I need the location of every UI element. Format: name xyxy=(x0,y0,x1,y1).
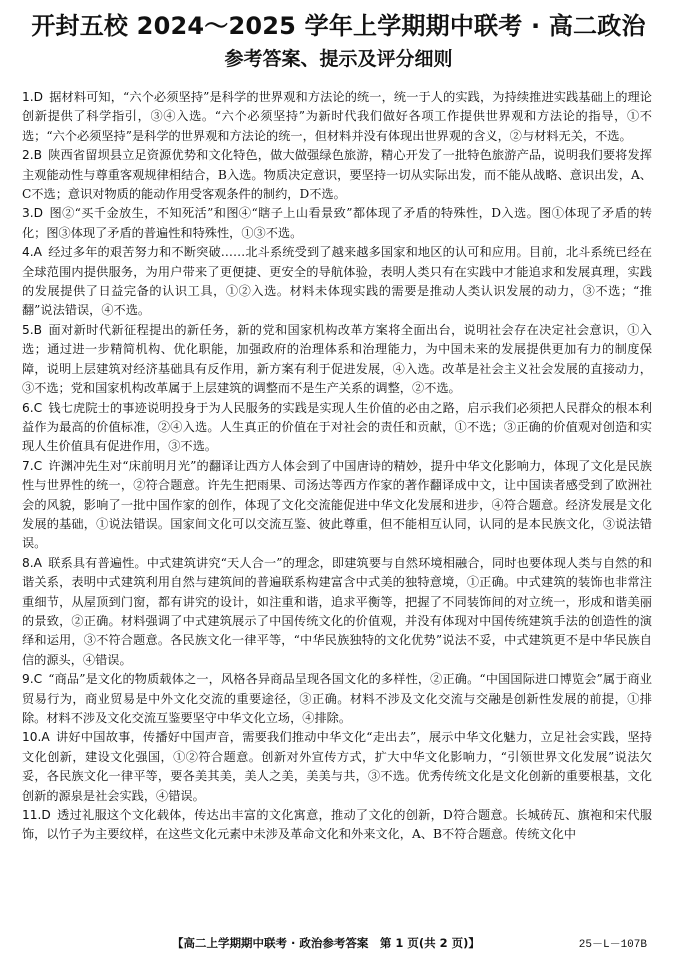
answer-number: 4. xyxy=(22,245,34,260)
answer-number: 2. xyxy=(22,148,34,163)
footer-page-info: 【高二上学期期中联考 · 政治参考答案 第 1 页(共 2 页)】 xyxy=(172,936,480,950)
answer-explanation: 钱七虎院士的事迹说明投身于为人民服务的实践是实现人生价值的必由之路，启示我们必须把人民群众的根本利益作为最高的价值标准，②④入选。人生真正的价值在于对社会的责任和贡献，①不选；③正确的价值观对创造和实现人生价值具有促进作用，③不选。 xyxy=(22,400,652,454)
answer-explanation: “商品”是文化的物质载体之一，风格各异商品呈现各国文化的多样性，②正确。“中国国际进口博览会”属于商业贸易行为，商业贸易是中外文化交流的重要途径，③正确。材料不涉及文化交流与交融是创新性发展的前提，①排除。材料不涉及文化交流互鉴要坚守中华文化立场，④排除。 xyxy=(22,672,652,725)
answer-item xyxy=(22,670,652,728)
answer-key: B xyxy=(33,148,43,163)
answer-explanation: 透过礼服这个文化载体，传达出丰富的文化寓意，推动了文化的创新，D符合题意。长城砖瓦、旗袍和宋代服饰，以竹子为主要纹样，在这些文化元素中未涉及革命文化和外来文化，A、B不符合题意。传统文化中 xyxy=(22,808,652,842)
footer-doc-code: 25－L－107B xyxy=(578,939,647,951)
answer-explanation: 经过多年的艰苦努力和不断突破……北斗系统受到了越来越多国家和地区的认可和应用。目前，北斗系统已经在全球范围内提供服务，为用户带来了更便捷、更安全的导航体验，表明人类只有在实践中才能追求和发展真理，实践的发展提供了日益完备的认识工具，①②入选。材料未体现实践的需要是推动人类认识发展的动力，③不选；“推翻”说法错误，④不选。 xyxy=(22,245,652,318)
answer-explanation: 据材料可知，“六个必须坚持”是科学的世界观和方法论的统一，统一于人的实践，为持续推进实践基础上的理论创新提供了科学指引，③④入选。“六个必须坚持”为新时代我们做好各项工作提供世界观和方法论的指导，①不选；“六个必须坚持”是科学的世界观和方法论的统一，但材料并没有体现出世界观的含义，②与材料无关，不选。 xyxy=(22,90,652,143)
answer-number: 7. xyxy=(22,458,34,473)
answer-key: A xyxy=(41,730,50,745)
answer-key: A xyxy=(33,555,42,570)
answer-key: A xyxy=(33,245,42,260)
answer-item xyxy=(22,554,652,670)
answer-number: 3. xyxy=(22,206,34,221)
answer-number: 6. xyxy=(22,400,34,415)
answer-explanation: 陕西省留坝县立足资源优势和文化特色，做大做强绿色旅游，精心开发了一批特色旅游产品，说明我们要将发挥主观能动性与尊重客观规律相结合，B入选。物质决定意识，要坚持一切从实际出发，而不能从战略、意识出发，A、C不选；意识对物质的能动作用受客观条件的制约，D不选。 xyxy=(22,148,652,202)
answer-key: B xyxy=(33,322,43,337)
answer-number: 9. xyxy=(22,672,34,687)
answer-number: 11. xyxy=(22,808,42,823)
answer-list xyxy=(22,88,652,845)
answer-item xyxy=(22,728,652,806)
page-subtitle: 参考答案、提示及评分细则 xyxy=(224,48,453,70)
answer-key: C xyxy=(33,400,43,415)
answer-item xyxy=(22,399,652,457)
answer-item xyxy=(22,321,652,399)
answer-item xyxy=(22,146,652,204)
answer-item xyxy=(22,204,652,243)
answer-number: 1. xyxy=(22,90,34,104)
answer-explanation: 图②“买千金放生，不知死活”和图④“瞎子上山看景致”都体现了矛盾的特殊性，D入选。图①体现了矛盾的转化；图③体现了矛盾的普遍性和特殊性，①③不选。 xyxy=(22,206,652,240)
answer-key: C xyxy=(33,672,43,687)
page-title: 开封五校 2024～2025 学年上学期期中联考 · 高二政治 xyxy=(31,12,646,40)
answer-explanation: 联系具有普遍性。中式建筑讲究“天人合一”的理念，即建筑要与自然环境相融合，同时也要体现人类与自然的和谐关系，表明中式建筑利用自然与建筑间的普遍联系构建富含中式美的独特意境，①正确。中式建筑的装饰也非常注重细节，从屋顶到门窗，都有讲究的设计，如注重和谐，追求平衡等，把握了不同装饰间的对立统一，形成和谐美丽的景致，②正确。材料强调了中式建筑展示了中国传统文化的价值观，并没有体现对中国传统建筑手法的创造性的演绎和运用，③不符合题意。各民族文化一律平等，“中华民族独特的文化优势”说法不妥，中式建筑更不是中华民族自信的源头，④错误。 xyxy=(22,555,652,667)
answer-item xyxy=(22,457,652,554)
answer-key: D xyxy=(33,90,44,104)
answer-explanation: 讲好中国故事，传播好中国声音，需要我们推动中华文化“走出去”，展示中华文化魅力，立足社会实践，坚持文化创新，建设文化强国，①②符合题意。创新对外宣传方式，扩大中华文化影响力，“引领世界文化发展”说法欠妥，各民族文化一律平等，要各美其美，美人之美，美美与共，③不选。优秀传统文化是文化创新的重要根基，文化创新的源泉是社会实践，④错误。 xyxy=(22,730,652,803)
answer-explanation: 面对新时代新征程提出的新任务，新的党和国家机构改革方案将全面出台，说明社会存在决定社会意识，①入选；通过进一步精简机构、优化职能，加强政府的治理体系和治理能力，为中国未来的发展提供更加有力的制度保障，说明上层建筑对经济基础具有反作用，新方案有利于促进发展，④入选。改革是社会主义社会发展的直接动力，③不选；党和国家机构改革属于上层建筑的调整而不是生产关系的调整，②不选。 xyxy=(22,322,652,396)
answer-key: D xyxy=(41,808,51,823)
page-footer xyxy=(0,935,677,955)
answer-number: 5. xyxy=(22,322,34,337)
answer-key: C xyxy=(33,458,43,473)
answer-explanation: 许渊冲先生对“床前明月光”的翻译让西方人体会到了中国唐诗的精妙，提升中华文化影响力，体现了文化是民族性与世界性的统一，②符合题意。许先生把雨果、司汤达等西方作家的著作翻译成中文，让中国读者感受到了欧洲社会的风貌，影响了一批中国作家的创作，体现了文化交流能促进中华文化发展和进步，④符合题意。经济发展是文化发展的基础，①说法错误。国家间文化可以交流互鉴、彼此尊重，但不能相互认同，认同的是本民族文化，③说法错误。 xyxy=(22,458,652,551)
answer-key: D xyxy=(33,206,44,221)
answer-number: 10. xyxy=(22,730,42,745)
answer-item xyxy=(22,243,652,321)
answer-number: 8. xyxy=(22,555,34,570)
answer-item xyxy=(22,806,652,845)
answer-item xyxy=(22,88,652,146)
